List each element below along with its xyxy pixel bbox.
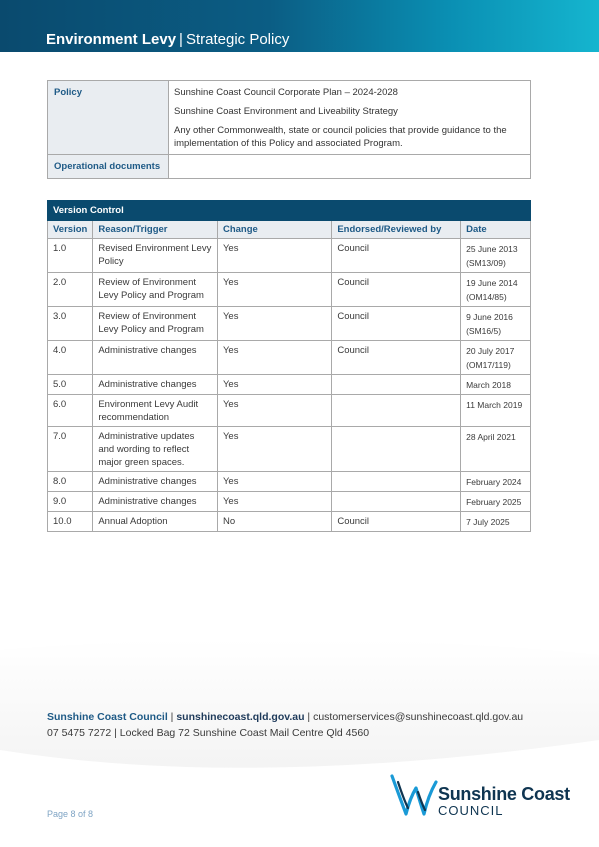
date-cell: February 2024 xyxy=(461,472,531,492)
footer-email-link[interactable]: customerservices@sunshinecoast.qld.gov.au xyxy=(313,711,524,723)
date-cell: 9 June 2016 (SM16/5) xyxy=(461,307,531,341)
column-header: Reason/Trigger xyxy=(93,221,218,239)
footer-separator: | xyxy=(304,711,314,723)
reason-cell: Administrative changes xyxy=(93,375,218,395)
date-cell: 19 June 2014 (OM14/85) xyxy=(461,273,531,307)
date-cell: 28 April 2021 xyxy=(461,427,531,472)
policy-label: Policy xyxy=(48,81,169,155)
footer-separator: | xyxy=(167,711,177,723)
endorsed-cell: Council xyxy=(332,341,461,375)
table-row xyxy=(48,395,531,427)
version-control-title-row xyxy=(48,201,531,221)
version-cell: 10.0 xyxy=(48,512,93,532)
reason-cell: Administrative changes xyxy=(93,472,218,492)
operational-value xyxy=(169,155,531,179)
reason-cell: Review of Environment Levy Policy and Program xyxy=(93,307,218,341)
policy-row xyxy=(48,81,531,155)
table-row xyxy=(48,512,531,532)
footer-line-1 xyxy=(47,709,523,725)
endorsed-cell: Council xyxy=(332,307,461,341)
table-row xyxy=(48,273,531,307)
document-title xyxy=(46,31,289,48)
endorsed-cell xyxy=(332,427,461,472)
reason-cell: Annual Adoption xyxy=(93,512,218,532)
change-cell: Yes xyxy=(217,273,331,307)
version-cell: 1.0 xyxy=(48,239,93,273)
version-header-row xyxy=(48,221,531,239)
date-cell: 11 March 2019 xyxy=(461,395,531,427)
version-control-title: Version Control xyxy=(48,201,531,221)
footer-url-link[interactable]: sunshinecoast.qld.gov.au xyxy=(176,711,305,723)
date-cell: 25 June 2013 (SM13/09) xyxy=(461,239,531,273)
column-header: Endorsed/Reviewed by xyxy=(332,221,461,239)
endorsed-cell xyxy=(332,395,461,427)
endorsed-cell: Council xyxy=(332,512,461,532)
footer-org: Sunshine Coast Council xyxy=(47,711,168,723)
change-cell: Yes xyxy=(217,472,331,492)
reason-cell: Review of Environment Levy Policy and Program xyxy=(93,273,218,307)
footer-contact xyxy=(47,709,523,741)
version-cell: 9.0 xyxy=(48,492,93,512)
page-number: Page 8 of 8 xyxy=(47,809,94,819)
title-bold: Environment Levy xyxy=(46,31,177,48)
endorsed-cell xyxy=(332,492,461,512)
column-header: Version xyxy=(48,221,93,239)
policy-line: Sunshine Coast Environment and Liveability Strategy xyxy=(174,106,398,117)
version-cell: 8.0 xyxy=(48,472,93,492)
date-cell: 7 July 2025 xyxy=(461,512,531,532)
table-row xyxy=(48,375,531,395)
column-header: Change xyxy=(217,221,331,239)
table-row xyxy=(48,307,531,341)
change-cell: Yes xyxy=(217,395,331,427)
change-cell: Yes xyxy=(217,341,331,375)
date-cell: 20 July 2017 (OM17/119) xyxy=(461,341,531,375)
policy-table xyxy=(47,80,531,179)
endorsed-cell: Council xyxy=(332,273,461,307)
reason-cell: Revised Environment Levy Policy xyxy=(93,239,218,273)
table-row xyxy=(48,492,531,512)
operational-row xyxy=(48,155,531,179)
version-cell: 5.0 xyxy=(48,375,93,395)
footer-line-2: 07 5475 7272 | Locked Bag 72 Sunshine Coast Mail Centre Qld 4560 xyxy=(47,727,370,739)
version-control-table xyxy=(47,200,531,532)
change-cell: Yes xyxy=(217,427,331,472)
table-row xyxy=(48,341,531,375)
table-row xyxy=(48,472,531,492)
title-light: Strategic Policy xyxy=(185,31,290,48)
logo-wordmark: Sunshine Coast xyxy=(438,784,570,804)
endorsed-cell xyxy=(332,375,461,395)
table-row xyxy=(48,427,531,472)
table-row xyxy=(48,239,531,273)
change-cell: Yes xyxy=(217,239,331,273)
reason-cell: Environment Levy Audit recommendation xyxy=(93,395,218,427)
version-cell: 3.0 xyxy=(48,307,93,341)
change-cell: Yes xyxy=(217,307,331,341)
change-cell: No xyxy=(217,512,331,532)
policy-line: Any other Commonwealth, state or council policies that provide guidance to the implementation of this Policy and associated Program. xyxy=(174,125,507,149)
policy-line: Sunshine Coast Council Corporate Plan – 2024-2028 xyxy=(174,87,398,98)
logo-subtitle: COUNCIL xyxy=(438,803,504,818)
reason-cell: Administrative changes xyxy=(93,492,218,512)
version-cell: 4.0 xyxy=(48,341,93,375)
change-cell: Yes xyxy=(217,492,331,512)
date-cell: February 2025 xyxy=(461,492,531,512)
version-cell: 7.0 xyxy=(48,427,93,472)
title-separator: | xyxy=(179,31,183,48)
version-cell: 2.0 xyxy=(48,273,93,307)
change-cell: Yes xyxy=(217,375,331,395)
endorsed-cell: Council xyxy=(332,239,461,273)
endorsed-cell xyxy=(332,472,461,492)
date-cell: March 2018 xyxy=(461,375,531,395)
operational-label: Operational documents xyxy=(48,155,169,179)
version-cell: 6.0 xyxy=(48,395,93,427)
column-header: Date xyxy=(461,221,531,239)
reason-cell: Administrative updates and wording to reflect major green spaces. xyxy=(93,427,218,472)
policy-value xyxy=(169,81,531,155)
reason-cell: Administrative changes xyxy=(93,341,218,375)
